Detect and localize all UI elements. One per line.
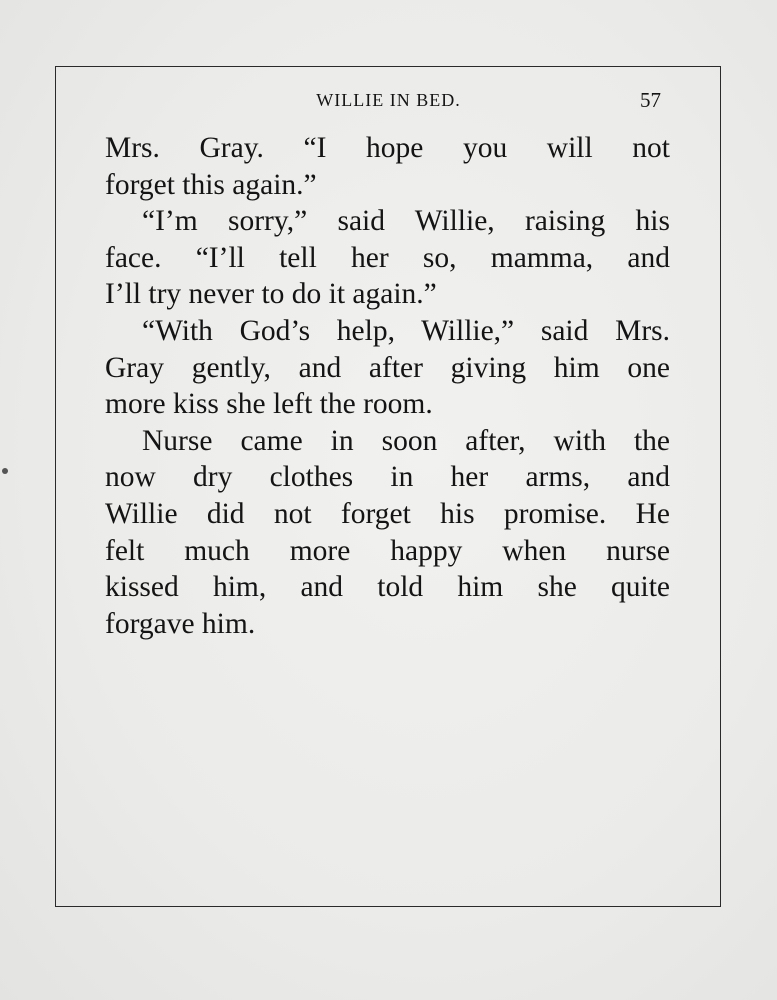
text-line: more kiss she left the room. xyxy=(105,388,433,421)
text-line: face. “I’ll tell her so, mamma, and xyxy=(105,241,670,274)
running-head xyxy=(0,88,777,114)
text-line: Mrs. Gray. “I hope you will not xyxy=(105,132,670,164)
text-line: now dry clothes in her arms, and xyxy=(105,461,670,494)
page-number: 57 xyxy=(640,88,661,112)
running-title: WILLIE IN BED. xyxy=(316,90,461,110)
text-line: “I’m sorry,” said Willie, raising his xyxy=(142,205,670,238)
text-line: “With God’s help, Willie,” said Mrs. xyxy=(142,314,670,347)
text-line: I’ll try never to do it again.” xyxy=(105,278,437,311)
text-line: Willie did not forget his promise. He xyxy=(105,497,670,530)
text-line: forget this again.” xyxy=(105,168,317,201)
text-line: felt much more happy when nurse xyxy=(105,534,670,567)
body-text xyxy=(105,130,670,642)
text-line: Nurse came in soon after, with the xyxy=(142,424,670,457)
text-line: Gray gently, and after giving him one xyxy=(105,351,670,384)
text-line: forgave him. xyxy=(105,607,256,640)
text-line: kissed him, and told him she quite xyxy=(105,571,670,604)
ink-smudge xyxy=(2,468,8,474)
